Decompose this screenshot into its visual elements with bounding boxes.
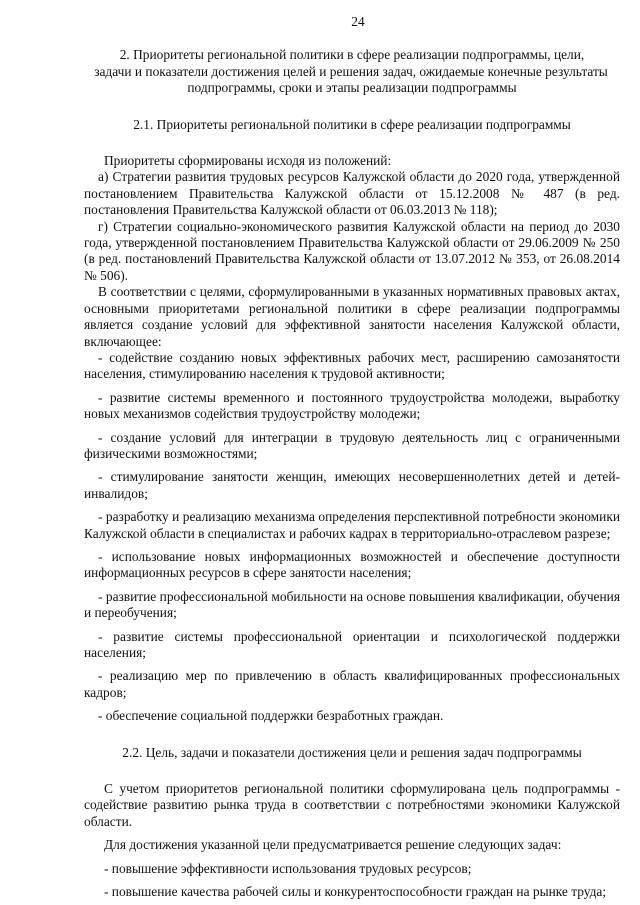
- section-2-heading-line: задачи и показатели достижения целей и решения задач, ожидаемые конечные результаты: [94, 63, 608, 79]
- section-2-2-heading: 2.2. Цель, задачи и показатели достижения цели и решения задач подпрограммы: [122, 744, 582, 760]
- list-item: - реализацию мер по привлечению в область квалифицированных профессиональных кадров;: [84, 668, 620, 700]
- item-g-paragraph: г) Стратегии социально-экономического развития Калужской области на период до 2030 года, утвержденной постановлением Правительства Калужской области от 29.06.2009 № 250 (в ред. постановлений Правительства Калужской области от 13.07.2012 № 353, от 26.08.2014 № 506).: [84, 218, 620, 283]
- section-2-heading-line: подпрограммы, сроки и этапы реализации подпрограммы: [187, 80, 517, 96]
- list-item: - развитие профессиональной мобильности на основе повышения квалификации, обучения и переобучения;: [84, 588, 620, 621]
- page-number: 24: [351, 14, 365, 29]
- list-item: - разработку и реализацию механизма определения перспективной потребности экономики Калужской области в специалистах и рабочих кадрах в территориально-отраслевом разрезе;: [84, 509, 620, 541]
- list-item: - содействие созданию новых эффективных рабочих мест, расширению самозанятости населения, стимулированию населения к трудовой активности;: [84, 349, 620, 382]
- list-item: - стимулирование занятости женщин, имеющих несовершеннолетних детей и детей-инвалидов;: [84, 469, 620, 501]
- section-2-heading-line: 2. Приоритеты региональной политики в сфере реализации подпрограммы, цели,: [119, 47, 585, 63]
- task-item: - повышение качества рабочей силы и конкурентоспособности граждан на рынке труда;: [104, 884, 607, 900]
- tasks-intro-paragraph: Для достижения указанной цели предусматривается решение следующих задач:: [104, 837, 562, 853]
- priorities-paragraph: В соответствии с целями, сформулированными в указанных нормативных правовых актах, основными приоритетами региональной политики в сфере реализации подпрограммы является создание условий для эффективной занятости населения Калужской области, включающее:: [84, 284, 620, 349]
- list-item: - обеспечение социальной поддержки безработных граждан.: [98, 708, 444, 724]
- section-2-1-heading: 2.1. Приоритеты региональной политики в сфере реализации подпрограммы: [133, 116, 571, 132]
- list-item: - развитие системы профессиональной ориентации и психологической поддержки населения;: [84, 628, 620, 660]
- priorities-list: [84, 350, 620, 725]
- list-item: - использование новых информационных возможностей и обеспечение доступности информационных ресурсов в сфере занятости населения;: [84, 548, 620, 581]
- item-a-paragraph: а) Стратегии развития трудовых ресурсов Калужской области до 2020 года, утвержденной постановлением Правительства Калужской области от 15.12.2008 № 487 (в ред. постановления Правительства Калужской области от 06.03.2013 № 118);: [84, 169, 620, 218]
- intro-paragraph: Приоритеты сформированы исходя из положений:: [104, 153, 392, 169]
- section-2-heading: [84, 47, 620, 96]
- goal-paragraph: С учетом приоритетов региональной политики сформулирована цель подпрограммы - содействие развитию рынка труда в соответствии с потребностями экономики Калужской области.: [84, 781, 620, 829]
- list-item: - создание условий для интеграции в трудовую деятельность лиц с ограниченными физическими возможностями;: [84, 429, 620, 461]
- list-item: - развитие системы временного и постоянного трудоустройства молодежи, выработку новых механизмов содействия трудоустройству молодежи;: [84, 389, 620, 422]
- task-item: - повышение эффективности использования трудовых ресурсов;: [104, 860, 472, 876]
